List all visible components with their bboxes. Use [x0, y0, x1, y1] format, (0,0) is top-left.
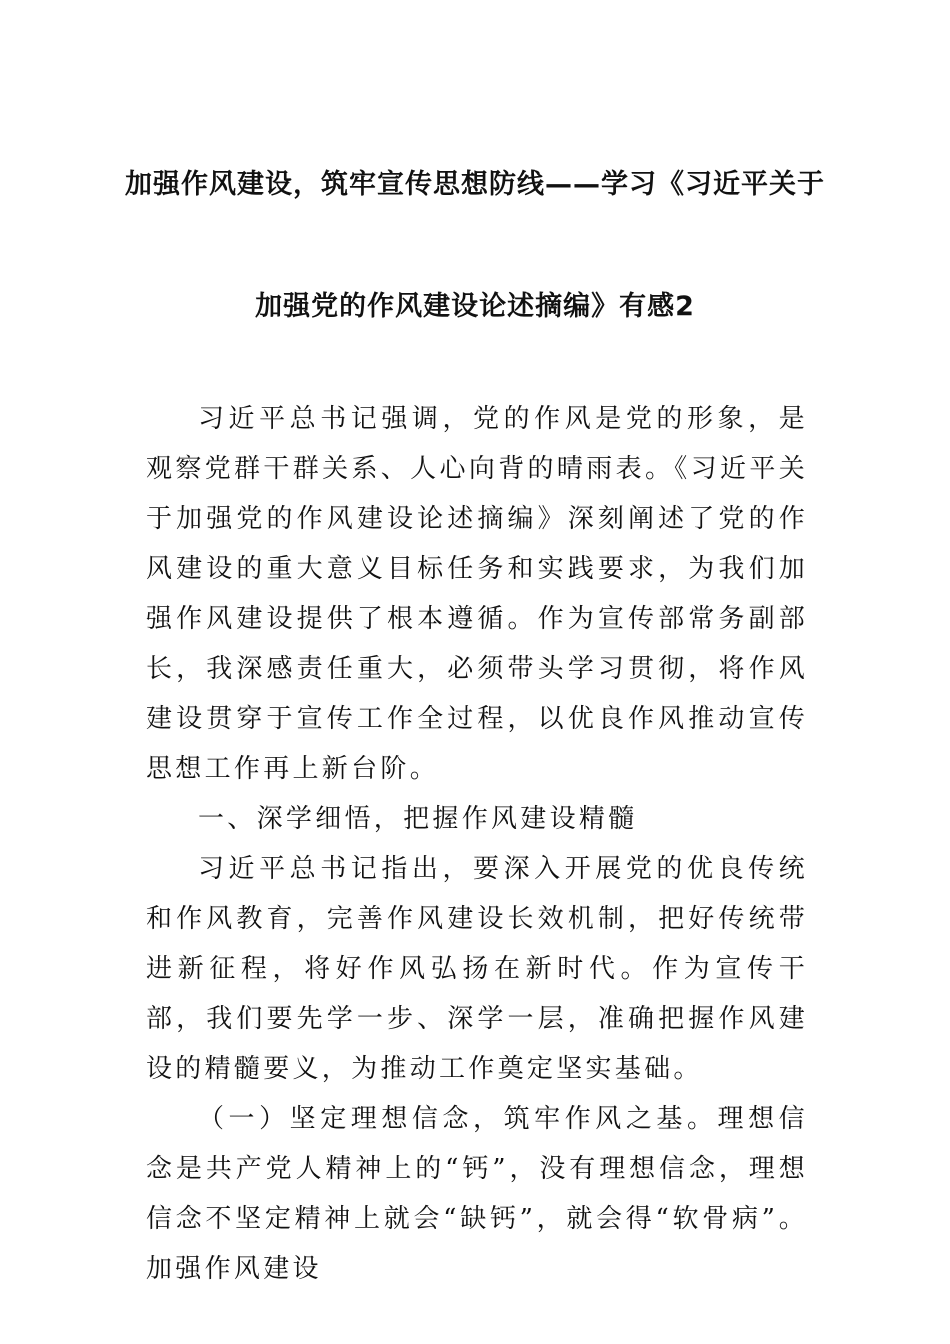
paragraph-intro: 习近平总书记强调，党的作风是党的形象，是观察党群干群关系、人心向背的晴雨表。《习近平关于加强党的作风建设论述摘编》深刻阐述了党的作风建设的重大意义目标任务和实践要求，为我们加强作风建设提供了根本遵循。作为宣传部常务副部长，我深感责任重大，必须带头学习贯彻，将作风建设贯穿于宣传工作全过程，以优良作风推动宣传思想工作再上新台阶。: [146, 404, 808, 784]
section-heading-1: 一、深学细悟，把握作风建设精髓: [198, 804, 638, 834]
paragraph-subsection-1: （一）坚定理想信念，筑牢作风之基。理想信念是共产党人精神上的“钙”，没有理想信念，理想信念不坚定精神上就会“缺钙”，就会得“软骨病”。加强作风建设: [146, 1104, 808, 1284]
document-title-line-2: 加强党的作风建设论述摘编》有感2: [255, 291, 695, 322]
document-title-line-1: 加强作风建设，筑牢宣传思想防线——学习《习近平关于: [125, 169, 825, 200]
document-body: [146, 394, 808, 1294]
paragraph-section-1: 习近平总书记指出，要深入开展党的优良传统和作风教育，完善作风建设长效机制，把好传统带进新征程，将好作风弘扬在新时代。作为宣传干部，我们要先学一步、深学一层，准确把握作风建设的精髓要义，为推动工作奠定坚实基础。: [146, 854, 808, 1084]
